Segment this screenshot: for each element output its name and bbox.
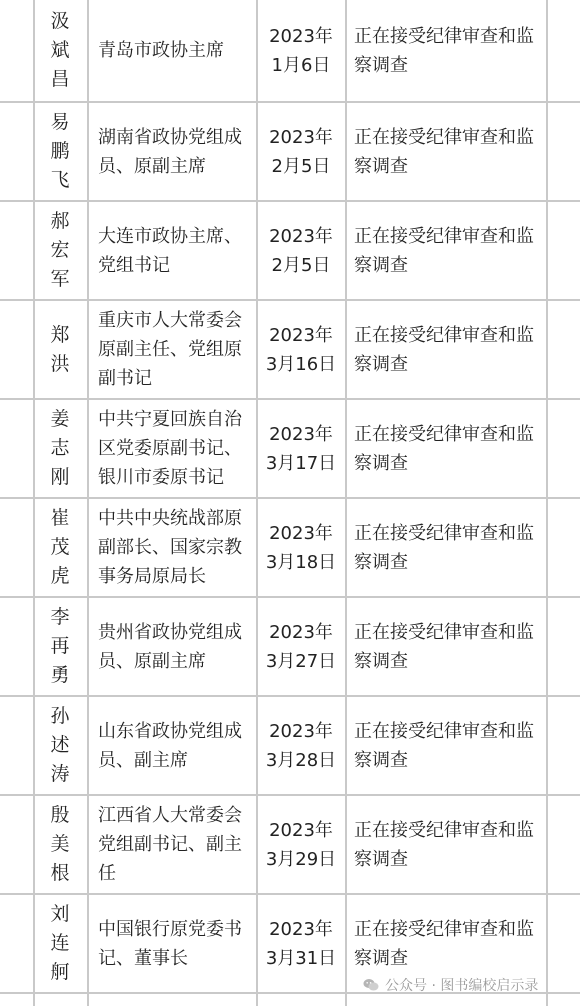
investigation-date: 2023年3月18日 xyxy=(265,522,337,573)
column-divider xyxy=(256,301,258,398)
investigation-status: 正在接受纪律审查和监察调查 xyxy=(354,522,534,573)
table-row xyxy=(0,400,580,499)
position-cell xyxy=(98,598,253,695)
official-position: 江西省人大常委会党组副书记、副主任 xyxy=(98,805,242,884)
investigation-date: 2023年3月27日 xyxy=(265,621,337,672)
name-cell xyxy=(34,400,86,497)
investigation-date: 2023年1月6日 xyxy=(269,25,333,76)
date-cell xyxy=(259,301,343,398)
investigation-status: 正在接受纪律审查和监察调查 xyxy=(354,25,534,76)
column-divider xyxy=(87,994,89,1006)
watermark-text: 公众号 · 图书编校启示录 xyxy=(385,978,539,994)
column-divider xyxy=(87,598,89,695)
table-row xyxy=(0,103,580,202)
position-cell xyxy=(98,301,253,398)
status-cell xyxy=(354,796,544,893)
investigation-date: 2023年2月5日 xyxy=(269,126,333,177)
column-divider xyxy=(33,994,35,1006)
status-cell xyxy=(354,598,544,695)
column-divider xyxy=(256,598,258,695)
table-row xyxy=(0,202,580,301)
official-name: 崔茂虎 xyxy=(50,507,70,587)
column-divider xyxy=(87,796,89,893)
official-name: 郑洪 xyxy=(50,323,70,375)
table-row-partial xyxy=(0,994,580,1006)
position-cell xyxy=(98,0,253,101)
table-row xyxy=(0,0,580,103)
column-divider xyxy=(345,598,347,695)
status-cell xyxy=(354,499,544,596)
column-divider xyxy=(87,103,89,200)
date-cell xyxy=(259,103,343,200)
column-divider xyxy=(256,796,258,893)
name-cell xyxy=(34,103,86,200)
column-divider xyxy=(87,301,89,398)
position-cell xyxy=(98,202,253,299)
column-divider xyxy=(546,0,548,101)
investigation-date: 2023年3月31日 xyxy=(265,918,337,969)
column-divider xyxy=(546,598,548,695)
column-divider xyxy=(546,400,548,497)
position-cell xyxy=(98,895,253,992)
investigation-status: 正在接受纪律审查和监察调查 xyxy=(354,621,534,672)
column-divider xyxy=(87,499,89,596)
official-position: 山东省政协党组成员、副主席 xyxy=(98,720,242,771)
name-cell xyxy=(34,0,86,101)
official-name: 孙述涛 xyxy=(50,705,70,785)
investigation-status: 正在接受纪律审查和监察调查 xyxy=(354,324,534,375)
investigation-status: 正在接受纪律审查和监察调查 xyxy=(354,225,534,276)
official-name: 郝宏军 xyxy=(50,210,70,290)
name-cell xyxy=(34,697,86,794)
column-divider xyxy=(256,499,258,596)
official-name: 刘连舸 xyxy=(50,903,70,983)
investigation-date: 2023年3月28日 xyxy=(265,720,337,771)
official-name: 李再勇 xyxy=(50,606,70,686)
investigation-status: 正在接受纪律审查和监察调查 xyxy=(354,720,534,771)
column-divider xyxy=(345,202,347,299)
date-cell xyxy=(259,400,343,497)
table-row xyxy=(0,796,580,895)
status-cell xyxy=(354,202,544,299)
investigation-date: 2023年3月17日 xyxy=(265,423,337,474)
column-divider xyxy=(546,103,548,200)
date-cell xyxy=(259,796,343,893)
column-divider xyxy=(87,400,89,497)
name-cell xyxy=(34,301,86,398)
column-divider xyxy=(256,895,258,992)
column-divider xyxy=(256,202,258,299)
column-divider xyxy=(345,796,347,893)
column-divider xyxy=(546,202,548,299)
investigation-status: 正在接受纪律审查和监察调查 xyxy=(354,423,534,474)
column-divider xyxy=(87,697,89,794)
column-divider xyxy=(256,994,258,1006)
name-cell xyxy=(34,598,86,695)
official-position: 中共宁夏回族自治区党委原副书记、银川市委原书记 xyxy=(98,409,242,488)
official-name: 姜志刚 xyxy=(50,408,70,488)
position-cell xyxy=(98,400,253,497)
name-cell xyxy=(34,796,86,893)
name-cell xyxy=(34,895,86,992)
position-cell xyxy=(98,103,253,200)
status-cell xyxy=(354,400,544,497)
position-cell xyxy=(98,499,253,596)
position-cell xyxy=(98,697,253,794)
column-divider xyxy=(87,0,89,101)
column-divider xyxy=(345,499,347,596)
column-divider xyxy=(345,103,347,200)
column-divider xyxy=(546,895,548,992)
date-cell xyxy=(259,499,343,596)
investigation-status: 正在接受纪律审查和监察调查 xyxy=(354,918,534,969)
status-cell xyxy=(354,697,544,794)
column-divider xyxy=(546,499,548,596)
column-divider xyxy=(546,697,548,794)
table-row xyxy=(0,598,580,697)
status-cell xyxy=(354,0,544,101)
column-divider xyxy=(256,0,258,101)
date-cell xyxy=(259,598,343,695)
column-divider xyxy=(87,895,89,992)
investigation-date: 2023年3月29日 xyxy=(265,819,337,870)
column-divider xyxy=(546,796,548,893)
wechat-icon xyxy=(363,978,379,992)
official-position: 重庆市人大常委会原副主任、党组原副书记 xyxy=(98,310,242,389)
investigation-status: 正在接受纪律审查和监察调查 xyxy=(354,819,534,870)
official-name: 殷美根 xyxy=(50,804,70,884)
column-divider xyxy=(256,697,258,794)
wechat-watermark xyxy=(363,975,538,995)
official-name: 易鹏飞 xyxy=(50,111,70,191)
official-name: 汲斌昌 xyxy=(50,10,70,90)
status-cell xyxy=(354,301,544,398)
official-position: 中国银行原党委书记、董事长 xyxy=(98,918,242,969)
investigation-date: 2023年3月16日 xyxy=(265,324,337,375)
table-row xyxy=(0,301,580,400)
column-divider xyxy=(345,301,347,398)
column-divider xyxy=(345,994,347,1006)
column-divider xyxy=(256,400,258,497)
date-cell xyxy=(259,202,343,299)
official-position: 贵州省政协党组成员、原副主席 xyxy=(98,621,242,672)
column-divider xyxy=(546,301,548,398)
column-divider xyxy=(345,895,347,992)
column-divider xyxy=(87,202,89,299)
official-position: 青岛市政协主席 xyxy=(98,40,224,61)
official-position: 湖南省政协党组成员、原副主席 xyxy=(98,126,242,177)
investigation-status: 正在接受纪律审查和监察调查 xyxy=(354,126,534,177)
table-row xyxy=(0,499,580,598)
column-divider xyxy=(345,400,347,497)
date-cell xyxy=(259,895,343,992)
date-cell xyxy=(259,697,343,794)
table-row xyxy=(0,697,580,796)
name-cell xyxy=(34,202,86,299)
column-divider xyxy=(345,0,347,101)
date-cell xyxy=(259,0,343,101)
position-cell xyxy=(98,796,253,893)
official-position: 大连市政协主席、党组书记 xyxy=(98,225,242,276)
column-divider xyxy=(546,994,548,1006)
investigation-date: 2023年2月5日 xyxy=(269,225,333,276)
name-cell xyxy=(34,499,86,596)
column-divider xyxy=(256,103,258,200)
official-position: 中共中央统战部原副部长、国家宗教事务局原局长 xyxy=(98,508,242,587)
status-cell xyxy=(354,103,544,200)
column-divider xyxy=(345,697,347,794)
